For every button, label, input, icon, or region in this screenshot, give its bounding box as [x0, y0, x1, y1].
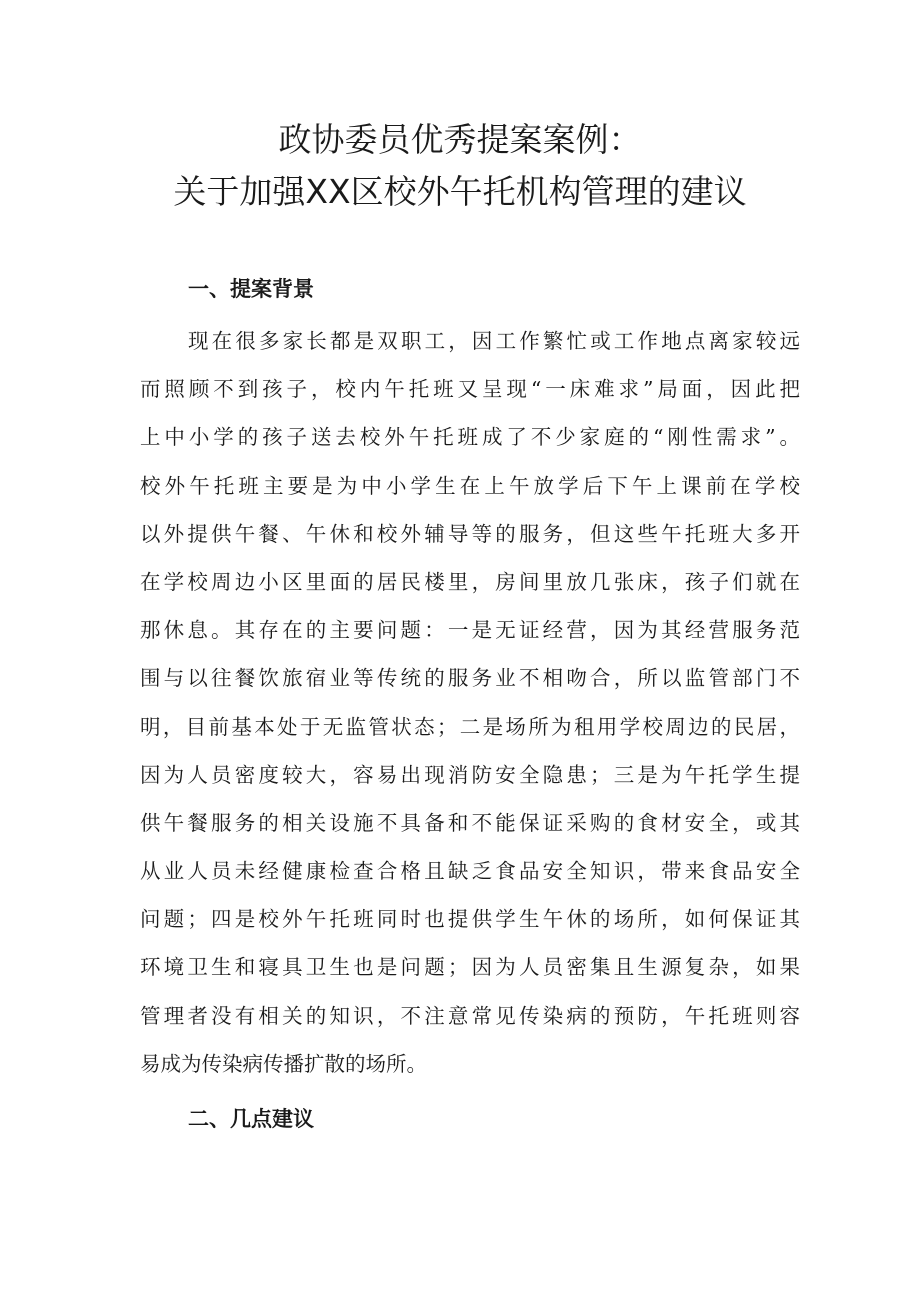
- paragraph-line: 管理者没有相关的知识，不注意常见传染病的预防，午托班则容: [140, 1003, 800, 1028]
- section-heading-background: 一、提案背景: [188, 277, 314, 301]
- paragraph-line: 现在很多家长都是双职工，因工作繁忙或工作地点离家较远: [188, 329, 800, 353]
- paragraph-line: 因为人员密度较大，容易出现消防安全隐患；三是为午托学生提: [140, 762, 800, 787]
- paragraph-line: 明，目前基本处于无监管状态；二是场所为租用学校周边的民居，: [140, 714, 800, 739]
- paragraph-line: 从业人员未经健康检查合格且缺乏食品安全知识，带来食品安全: [140, 859, 800, 884]
- paragraph-line: 那休息。其存在的主要问题：一是无证经营，因为其经营服务范: [140, 618, 800, 643]
- paragraph-line: 以外提供午餐、午休和校外辅导等的服务，但这些午托班大多开: [140, 521, 800, 546]
- paragraph-line: 在学校周边小区里面的居民楼里，房间里放几张床，孩子们就在: [140, 569, 800, 594]
- paragraph-line: 环境卫生和寝具卫生也是问题；因为人员密集且生源复杂，如果: [140, 955, 800, 980]
- paragraph-line: 问题；四是校外午托班同时也提供学生午休的场所，如何保证其: [140, 907, 800, 932]
- section-body-background: [140, 317, 800, 1088]
- document-title-line-2: 关于加强XX区校外午托机构管理的建议: [173, 172, 747, 211]
- paragraph-line: 围与以往餐饮旅宿业等传统的服务业不相吻合，所以监管部门不: [140, 666, 800, 691]
- section-heading-suggestions: 二、几点建议: [188, 1107, 314, 1131]
- document-title-line-1: 政协委员优秀提案案例：: [278, 120, 642, 159]
- paragraph-line: 易成为传染病传播扩散的场所。: [140, 1051, 427, 1076]
- paragraph-line: 校外午托班主要是为中小学生在上午放学后下午上课前在学校: [140, 473, 800, 498]
- paragraph-line: 而照顾不到孩子，校内午托班又呈现“一床难求”局面，因此把: [140, 377, 800, 402]
- paragraph-line: 上中小学的孩子送去校外午托班成了不少家庭的“刚性需求”。: [140, 425, 800, 450]
- paragraph-line: 供午餐服务的相关设施不具备和不能保证采购的食材安全，或其: [140, 810, 800, 835]
